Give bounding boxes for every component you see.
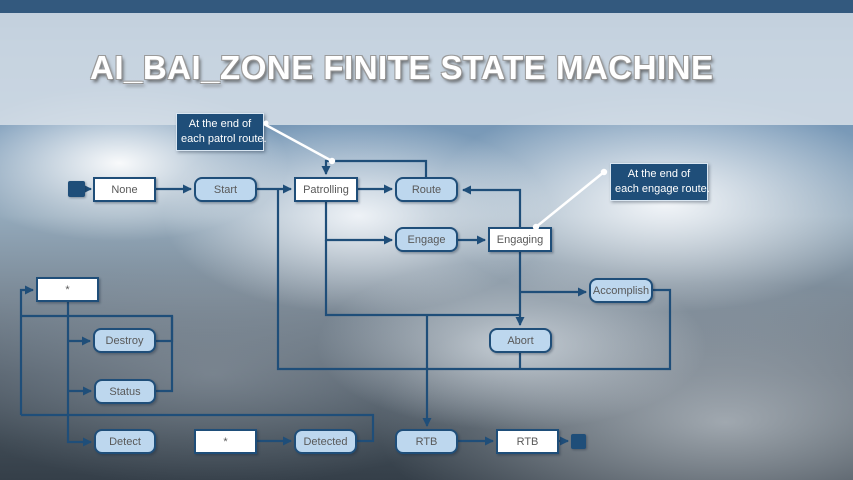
state-rtb-2: RTB [496, 429, 559, 454]
page-title: AI_BAI_ZONE FINITE STATE MACHINE [90, 49, 714, 86]
state-patrolling: Patrolling [294, 177, 358, 202]
state-detected: Detected [294, 429, 357, 454]
state-any-top: * [36, 277, 99, 302]
state-abort: Abort [489, 328, 552, 353]
callout-patrol-line1: At the end of [188, 118, 252, 130]
state-status: Status [94, 379, 156, 404]
state-destroy: Destroy [93, 328, 156, 353]
callout-patrol-line2: each patrol route. [181, 132, 267, 145]
callout-engage-connector [536, 172, 604, 227]
state-detect: Detect [94, 429, 156, 454]
state-route: Route [395, 177, 458, 202]
state-accomplish: Accomplish [589, 278, 653, 303]
state-start: Start [194, 177, 257, 202]
callout-engage-line2: each engage route. [615, 182, 710, 195]
state-engaging: Engaging [488, 227, 552, 252]
state-rtb-1: RTB [395, 429, 458, 454]
state-none: None [93, 177, 156, 202]
callout-engage-line1: At the end of [627, 168, 691, 180]
state-engage: Engage [395, 227, 458, 252]
state-any-bottom: * [194, 429, 257, 454]
callout-patrol-connector [264, 124, 332, 161]
